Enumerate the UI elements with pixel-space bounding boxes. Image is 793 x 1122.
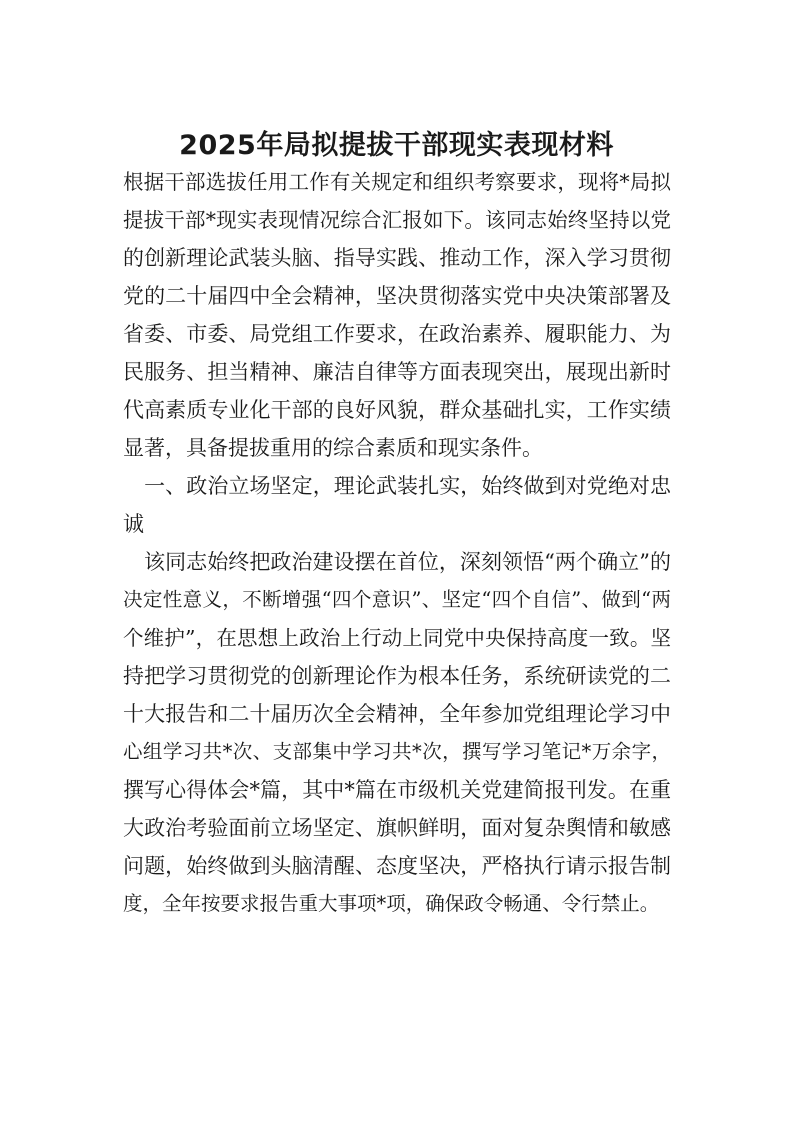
text-line: 提拔干部*现实表现情况综合汇报如下。该同志始终坚持以党	[123, 208, 671, 232]
text-line: 问题，始终做到头脑清醒、态度坚决，严格执行请示报告制	[123, 854, 671, 878]
text-line: 显著，具备提拔重用的综合素质和现实条件。	[123, 436, 543, 460]
document-title: 2025年局拟提拔干部现实表现材料	[179, 130, 614, 161]
text-line: 心组学习共*次、支部集中学习共*次，撰写学习笔记*万余字，	[123, 740, 671, 763]
text-line: 该同志始终把政治建设摆在首位，深刻领悟“两个确立”的	[123, 550, 671, 574]
text-line: 度，全年按要求报告重大事项*项，确保政令畅通、令行禁止。	[123, 892, 660, 915]
text-line: 省委、市委、局党组工作要求，在政治素养、履职能力、为	[123, 322, 671, 346]
text-line: 代高素质专业化干部的良好风貌，群众基础扎实，工作实绩	[123, 398, 671, 422]
text-line: 党的二十届四中全会精神，坚决贯彻落实党中央决策部署及	[123, 284, 671, 308]
text-line: 的创新理论武装头脑、指导实践、推动工作，深入学习贯彻	[123, 246, 671, 270]
section-heading	[123, 467, 671, 543]
text-line: 个维护”，在思想上政治上行动上同党中央保持高度一致。坚	[123, 626, 671, 650]
text-line: 根据干部选拔任用工作有关规定和组织考察要求，现将*局拟	[123, 170, 671, 194]
text-line: 决定性意义，不断增强“四个意识”、坚定“四个自信”、做到“两	[123, 588, 671, 611]
text-line: 十大报告和二十届历次全会精神，全年参加党组理论学习中	[123, 702, 671, 726]
text-line: 民服务、担当精神、廉洁自律等方面表现突出，展现出新时	[123, 360, 671, 384]
text-line: 撰写心得体会*篇，其中*篇在市级机关党建简报刊发。在重	[123, 778, 671, 802]
text-line: 一、政治立场坚定，理论武装扎实，始终做到对党绝对忠	[123, 474, 671, 498]
text-line: 诚	[123, 512, 144, 536]
intro-paragraph	[123, 163, 671, 467]
section-paragraph	[123, 543, 671, 923]
text-line: 持把学习贯彻党的创新理论作为根本任务，系统研读党的二	[123, 664, 671, 688]
text-line: 大政治考验面前立场坚定、旗帜鲜明，面对复杂舆情和敏感	[123, 816, 671, 840]
document-body	[123, 163, 671, 923]
